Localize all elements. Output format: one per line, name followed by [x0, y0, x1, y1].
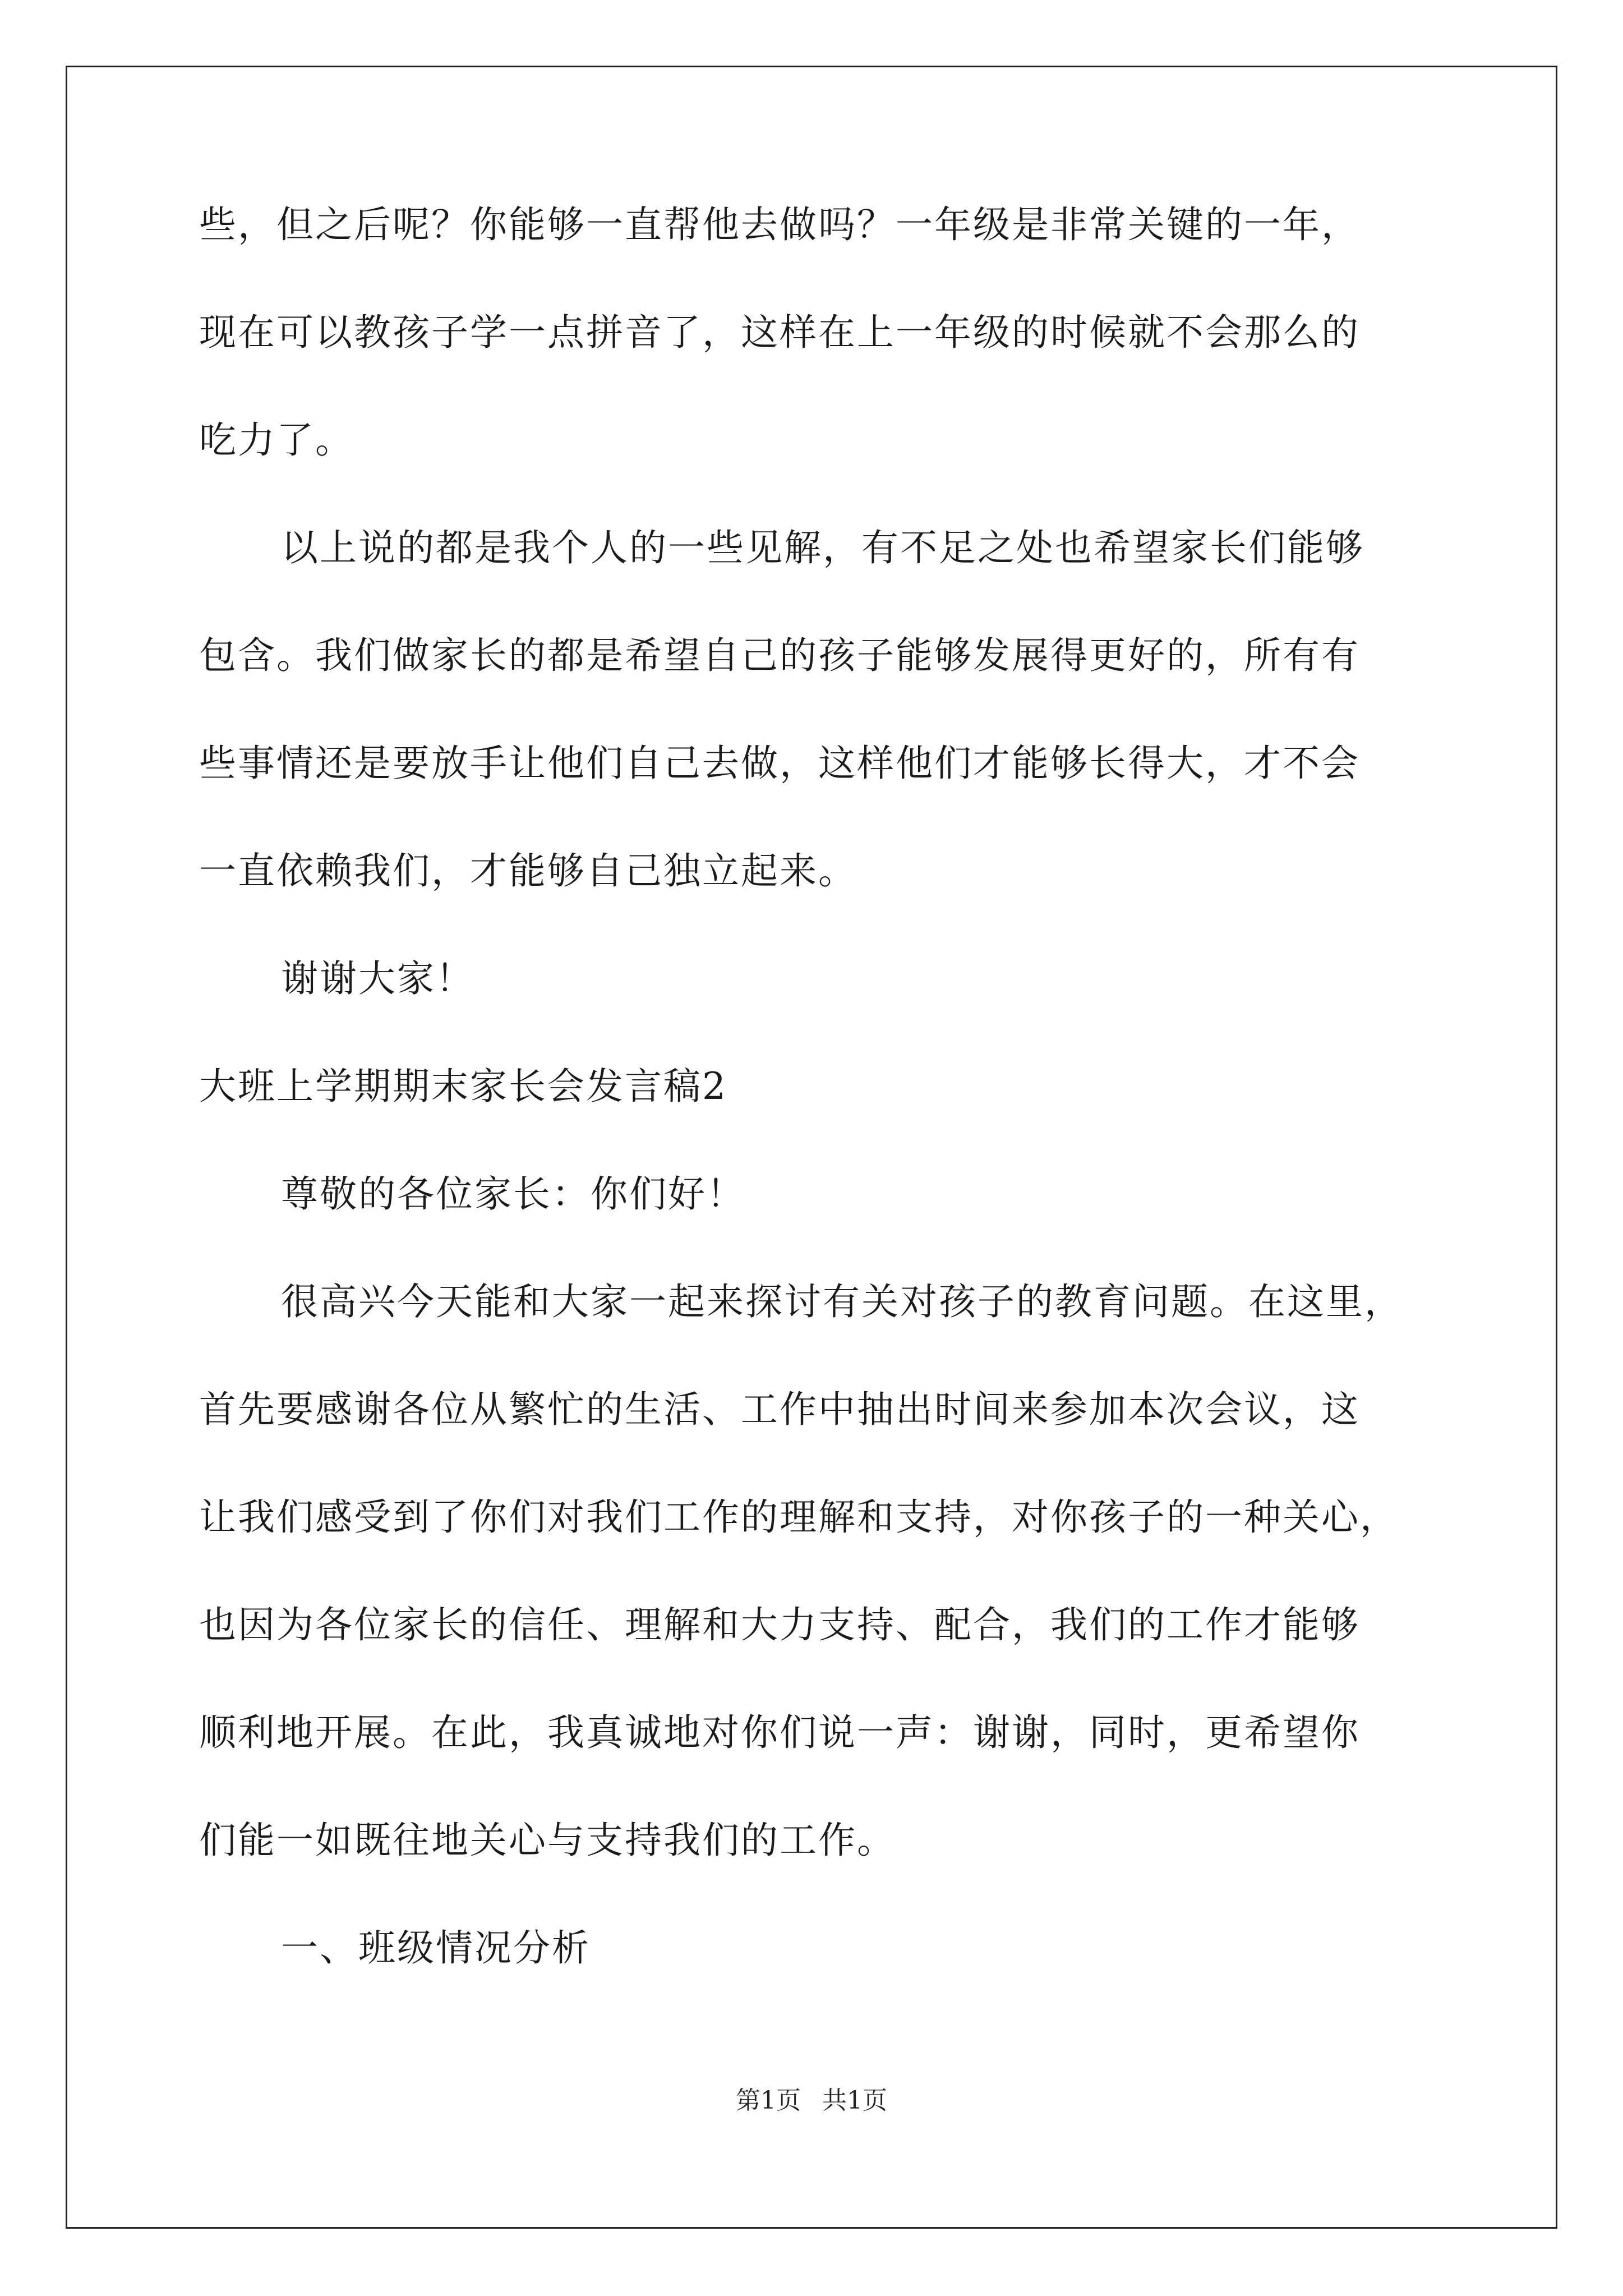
body-line-1: 些，但之后呢？你能够一直帮他去做吗？一年级是非常关键的一年， [199, 203, 1360, 246]
body-line-14: 也因为各位家长的信任、理解和大力支持、配合，我们的工作才能够 [199, 1603, 1360, 1646]
body-line-12: 首先要感谢各位从繁忙的生活、工作中抽出时间来参加本次会议，这 [199, 1388, 1360, 1431]
page-footer [0, 2088, 1623, 2113]
page-number: 第1页 [736, 2086, 801, 2115]
document-body [199, 203, 1461, 2037]
body-line-7: 一直依赖我们，才能够自己独立起来。 [199, 849, 857, 892]
body-line-6: 些事情还是要放手让他们自己去做，这样他们才能够长得大，才不会 [199, 742, 1360, 785]
body-line-13: 让我们感受到了你们对我们工作的理解和支持，对你孩子的一种关心， [199, 1496, 1399, 1539]
body-line-4: 以上说的都是我个人的一些见解，有不足之处也希望家长们能够 [281, 526, 1364, 569]
body-line-2: 现在可以教孩子学一点拼音了，这样在上一年级的时候就不会那么的 [199, 311, 1360, 354]
subsection-heading: 一、班级情况分析 [281, 1926, 591, 1970]
body-line-15: 顺利地开展。在此，我真诚地对你们说一声：谢谢，同时，更希望你 [199, 1711, 1360, 1754]
page-total: 共1页 [822, 2086, 887, 2115]
body-line-3: 吃力了。 [199, 418, 354, 462]
greeting-line: 尊敬的各位家长：你们好！ [281, 1172, 745, 1216]
section-heading: 大班上学期期末家长会发言稿2 [199, 1065, 727, 1108]
body-line-16: 们能一如既往地关心与支持我们的工作。 [199, 1819, 896, 1862]
body-line-5: 包含。我们做家长的都是希望自己的孩子能够发展得更好的，所有有 [199, 634, 1360, 677]
closing-thanks: 谢谢大家！ [281, 957, 474, 1000]
body-line-11: 很高兴今天能和大家一起来探讨有关对孩子的教育问题。在这里， [281, 1280, 1403, 1323]
